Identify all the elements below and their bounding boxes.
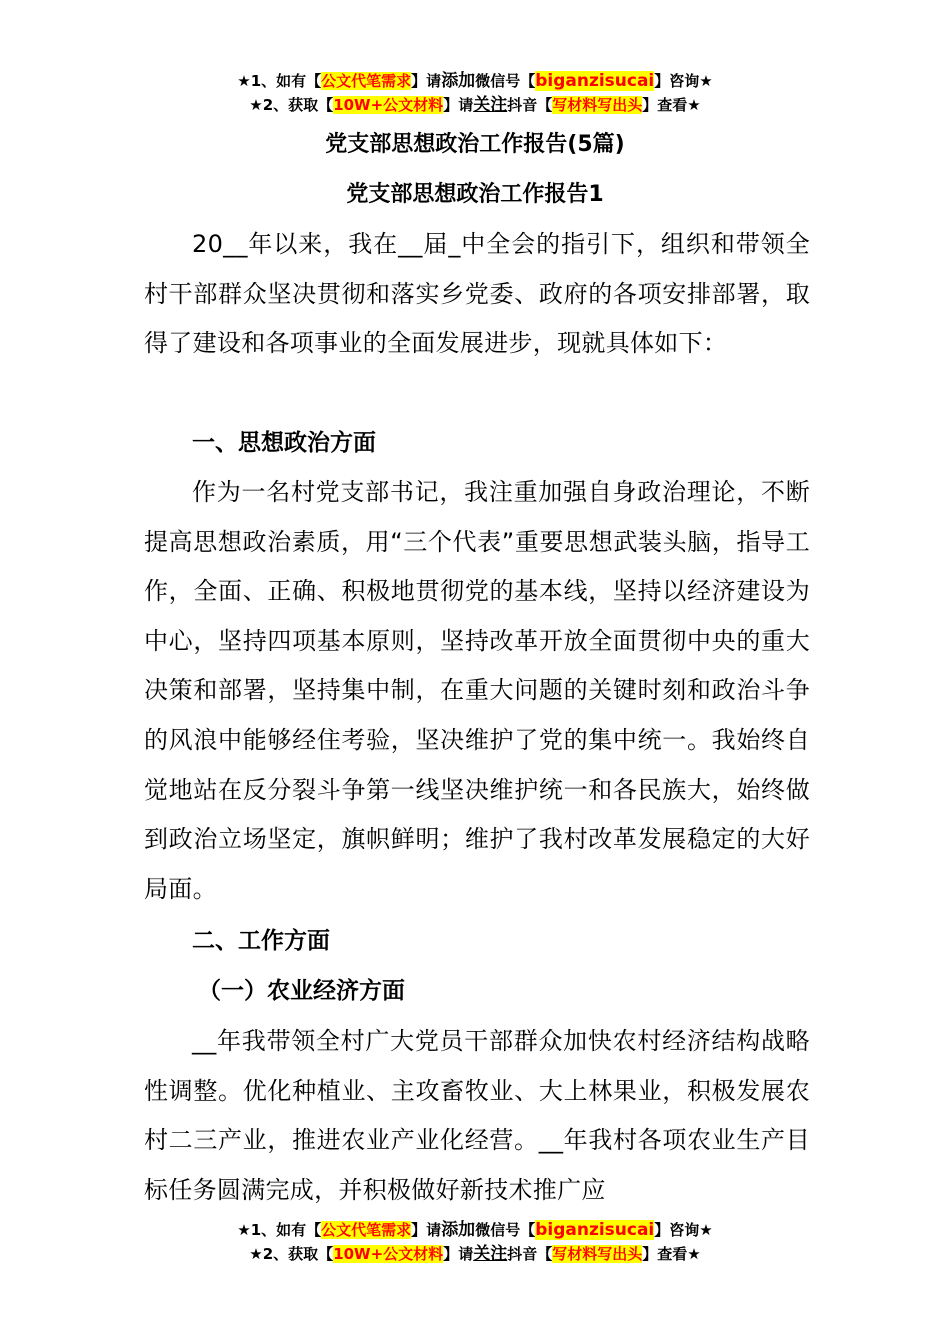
ad-highlight: 写材料写出头	[552, 1245, 643, 1263]
section-2-paragraph: __年我带领全村广大党员干部群众加快农村经济结构战略性调整。优化种植业、主攻畜牧业、大上林果业，积极发展农村二三产业，推进农业产业化经营。__年我村各项农业生产目标任务圆满完成，并积极做好新技术推广应	[144, 1027, 810, 1204]
section-subheading-2-1: （一）农业经济方面	[198, 978, 405, 1004]
star-icon: ★	[237, 1221, 251, 1239]
ad-banner-footer-line-2: ★2、获取【10W+公文材料】请关注抖音【写材料写出头】查看★	[249, 1244, 701, 1264]
section-1-paragraph: 作为一名村党支部书记，我注重加强自身政治理论，不断提高思想政治素质，用“三个代表”重要思想武装头脑，指导工作，全面、正确、积极地贯彻党的基本线，坚持以经济建设为中心，坚持四项基本原则，坚持改革开放全面贯彻中央的重大决策和部署，坚持集中制，在重大问题的关键时刻和政治斗争的风浪中能够经住考验，坚决维护了党的集中统一。我始终自觉地站在反分裂斗争第一线坚决维护统一和各民族大，始终做到政治立场坚定，旗帜鲜明；维护了我村改革发展稳定的大好局面。	[144, 478, 810, 903]
ad-banner-line-2: ★2、获取【10W+公文材料】请关注抖音【写材料写出头】查看★	[249, 95, 701, 115]
ad-highlight: 10W+公文材料	[333, 1245, 444, 1263]
ad-highlight: 公文代笔需求	[321, 1221, 412, 1239]
section-heading-2: 二、工作方面	[192, 928, 330, 954]
ad-banner-line-1: ★1、如有【公文代笔需求】请添加微信号【biganzisucai】咨询★	[237, 71, 713, 91]
star-icon: ★	[249, 96, 263, 114]
star-icon: ★	[249, 1245, 263, 1263]
intro-paragraph: 20__年以来，我在__届_中全会的指引下，组织和带领全村干部群众坚决贯彻和落实乡党委、政府的各项安排部署，取得了建设和各项事业的全面发展进步，现就具体如下：	[144, 230, 810, 358]
document-title: 党支部思想政治工作报告(5篇)	[325, 132, 625, 157]
star-icon: ★	[237, 72, 251, 90]
ad-highlight: 写材料写出头	[552, 96, 643, 114]
ad-highlight: 10W+公文材料	[333, 96, 444, 114]
document-subtitle: 党支部思想政治工作报告1	[346, 182, 604, 207]
ad-highlight: biganzisucai	[535, 71, 655, 91]
ad-highlight: 公文代笔需求	[321, 72, 412, 90]
ad-highlight: biganzisucai	[535, 1220, 655, 1240]
ad-banner-footer-line-1: ★1、如有【公文代笔需求】请添加微信号【biganzisucai】咨询★	[237, 1220, 713, 1240]
section-heading-1: 一、思想政治方面	[192, 430, 376, 456]
